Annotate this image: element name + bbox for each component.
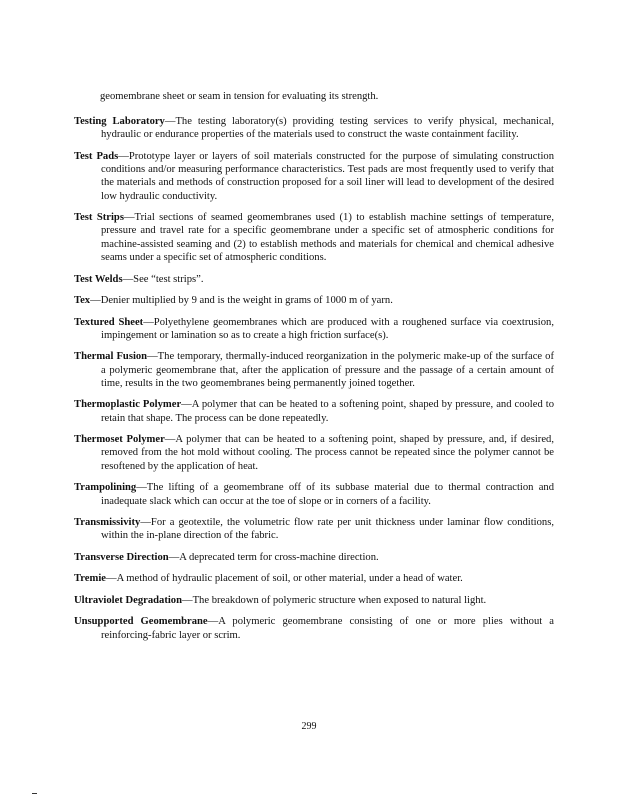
- glossary-entry: Ultraviolet Degradation—The breakdown of polymeric structure when exposed to natural light.: [74, 594, 487, 606]
- glossary-entry: Transverse Direction—A deprecated term for cross-machine direction.: [74, 551, 379, 563]
- glossary-definition: A method of hydraulic placement of soil, or other material, under a head of water.: [116, 573, 463, 585]
- glossary-term: Thermoplastic Polymer: [74, 399, 182, 411]
- glossary-entry: Testing Laboratory—The testing laboratory(s) providing testing services to verify physical, mechanical, hydraulic or endurance properties of the materials used to construct the waste containment facility.: [74, 116, 554, 141]
- glossary-definition: The lifting of a geomembrane off of its subbase material due to thermal contraction and inadequate slack which can occur at the toe of slope or in corners of a facility.: [101, 482, 554, 507]
- page-number: 299: [301, 721, 317, 732]
- glossary-entry: Test Welds—See “test strips”.: [74, 273, 204, 285]
- glossary-definition: The temporary, thermally-induced reorganization in the polymeric make-up of the surface of a polymeric geomembrane that, after the application of pressure and the passage of a certain amount of time, results in the two geomembranes being permanently joined together.: [101, 351, 554, 389]
- glossary-term: Thermal Fusion: [74, 351, 148, 363]
- glossary-entry: Tremie—A method of hydraulic placement of soil, or other material, under a head of water.: [74, 573, 463, 585]
- glossary-entry: Thermal Fusion—The temporary, thermally-induced reorganization in the polymeric make-up of the surface of a polymeric geomembrane that, after the application of pressure and the passage of a certain amount of time, results in the two geomembranes being permanently joined together.: [74, 351, 554, 389]
- glossary-entry: Transmissivity—For a geotextile, the volumetric flow rate per unit thickness under laminar flow conditions, within the in-plane direction of the fabric.: [74, 517, 554, 542]
- scan-mark: [32, 793, 37, 794]
- glossary-term: Textured Sheet: [74, 316, 144, 328]
- glossary-definition: Prototype layer or layers of soil materials constructed for the purpose of simulating construction conditions and/or measuring performance characteristics. Test pads are most frequently used to verify that the materials and methods of construction proposed for a soil liner will lead to development of the desired low hydraulic conductivity.: [101, 150, 554, 202]
- glossary-entry: Thermoplastic Polymer—A polymer that can be heated to a softening point, shaped by pressure, and cooled to retain that shape. The process can be done repeatedly.: [74, 399, 554, 424]
- glossary-entry: Trampolining—The lifting of a geomembrane off of its subbase material due to thermal contraction and inadequate slack which can occur at the toe of slope or in corners of a facility.: [74, 482, 554, 507]
- glossary-term: Test Strips: [74, 212, 124, 224]
- glossary-definition: Denier multiplied by 9 and is the weight in grams of 1000 m of yarn.: [100, 295, 393, 307]
- glossary-term: Tex: [74, 295, 91, 307]
- glossary-term: Unsupported Geomembrane: [74, 616, 208, 628]
- glossary-term: Test Welds: [74, 273, 123, 285]
- glossary-entry: Test Pads—Prototype layer or layers of soil materials constructed for the purpose of simulating construction conditions and/or measuring performance characteristics. Test pads are most frequently used to verify that the materials and methods of construction proposed for a soil liner will lead to development of the desired low hydraulic conductivity.: [74, 150, 554, 202]
- glossary-term: Testing Laboratory: [74, 116, 165, 127]
- glossary-definition: A deprecated term for cross-machine direction.: [179, 551, 379, 563]
- glossary-definition: The breakdown of polymeric structure when exposed to natural light.: [192, 594, 487, 606]
- glossary-entry: Unsupported Geomembrane—A polymeric geomembrane consisting of one or more plies without a reinforcing-fabric layer or scrim.: [74, 616, 554, 641]
- glossary-term: Transverse Direction: [74, 551, 169, 563]
- glossary-term: Ultraviolet Degradation: [74, 594, 182, 606]
- glossary-term: Trampolining: [74, 482, 137, 494]
- glossary-definition: A polymeric geomembrane consisting of one or more plies without a reinforcing-fabric layer or scrim.: [101, 616, 554, 641]
- glossary-term: Transmissivity: [74, 517, 141, 528]
- glossary-definition: The testing laboratory(s) providing testing services to verify physical, mechanical, hydraulic or endurance properties of the materials used to construct the waste containment facility.: [101, 116, 554, 141]
- glossary-entry: Tex—Denier multiplied by 9 and is the weight in grams of 1000 m of yarn.: [74, 295, 393, 307]
- glossary-definition: See “test strips”.: [133, 273, 204, 285]
- glossary-definition: A polymer that can be heated to a softening point, shaped by pressure, and cooled to retain that shape. The process can be done repeatedly.: [101, 399, 554, 424]
- glossary-definition: For a geotextile, the volumetric flow rate per unit thickness under laminar flow conditions, within the in-plane direction of the fabric.: [101, 517, 554, 542]
- glossary-term: Test Pads: [74, 150, 119, 162]
- glossary-definition: Trial sections of seamed geomembranes used (1) to establish machine settings of temperature, pressure and travel rate for a specific geomembrane under a specific set of atmospheric conditions for machine-assisted seaming and (2) to establish methods and materials for chemical and chemical adhesive seams under a specific set of atmospheric conditions.: [101, 212, 554, 264]
- glossary-list: [74, 115, 554, 650]
- glossary-term: Tremie: [74, 573, 106, 585]
- glossary-entry: Textured Sheet—Polyethylene geomembranes which are produced with a roughened surface via coextrusion, impingement or lamination so as to create a high friction surface(s).: [74, 316, 554, 341]
- glossary-term: Thermoset Polymer: [74, 434, 165, 446]
- glossary-definition: A polymer that can be heated to a softening point, shaped by pressure, and, if desired, removed from the hot mold without cooling. The process cannot be repeated since the polymer cannot be resoftened by the application of heat.: [101, 434, 554, 472]
- glossary-definition: Polyethylene geomembranes which are produced with a roughened surface via coextrusion, impingement or lamination so as to create a high friction surface(s).: [101, 316, 554, 341]
- glossary-entry: Test Strips—Trial sections of seamed geomembranes used (1) to establish machine settings of temperature, pressure and travel rate for a specific geomembrane under a specific set of atmospheric conditions for machine-assisted seaming and (2) to establish methods and materials for chemical and chemical adhesive seams under a specific set of atmospheric conditions.: [74, 212, 554, 264]
- continuation-text: geomembrane sheet or seam in tension for evaluating its strength.: [100, 91, 379, 102]
- glossary-entry: Thermoset Polymer—A polymer that can be heated to a softening point, shaped by pressure, and, if desired, removed from the hot mold without cooling. The process cannot be repeated since the polymer cannot be resoftened by the application of heat.: [74, 434, 554, 472]
